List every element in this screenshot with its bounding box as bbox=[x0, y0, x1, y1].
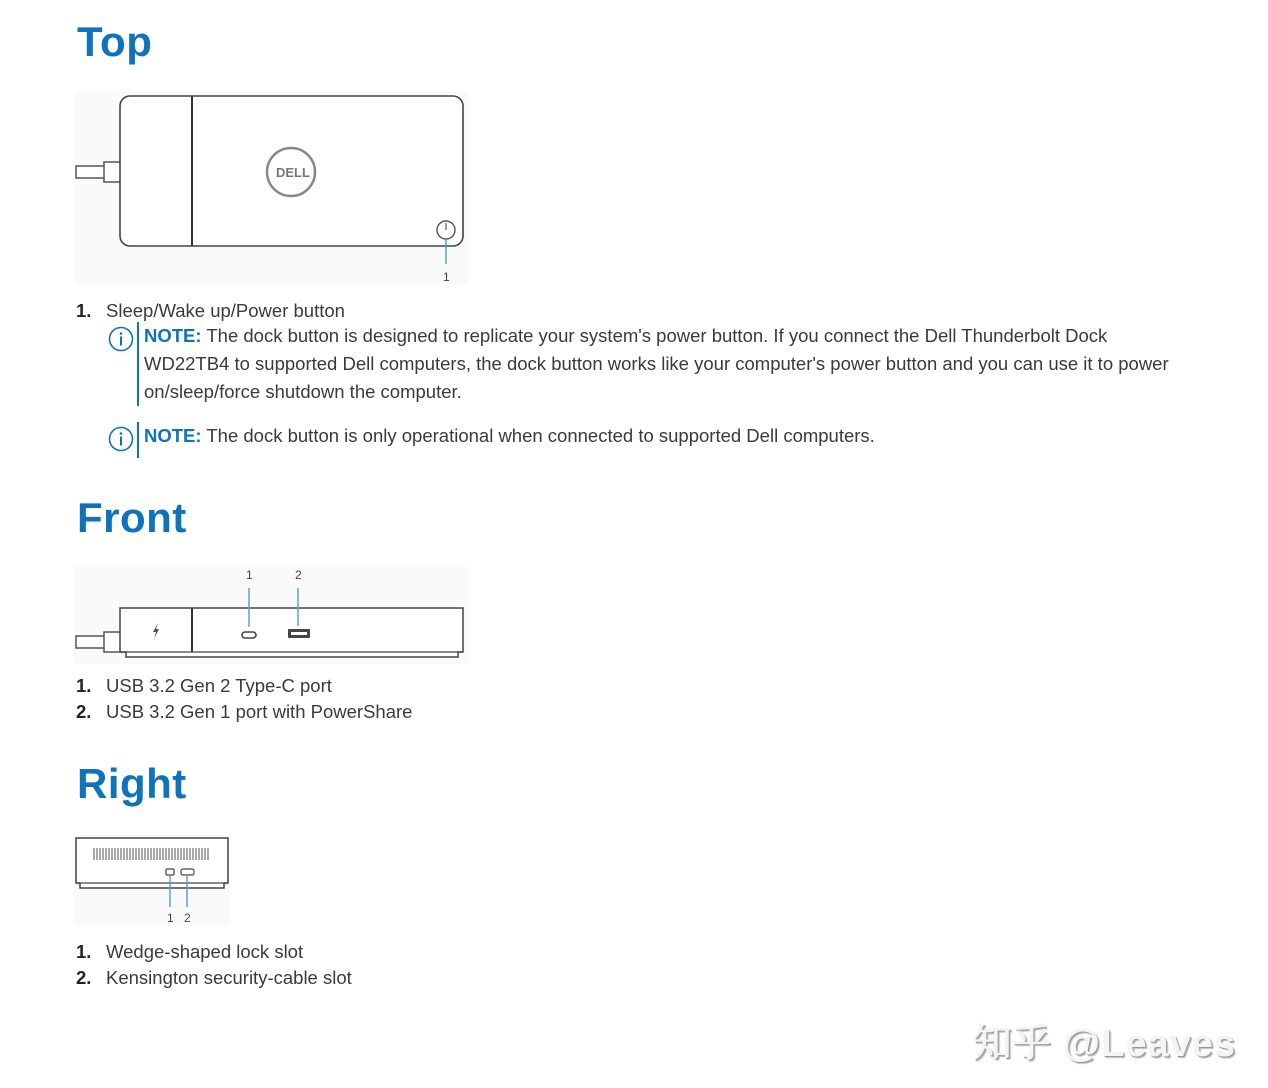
front-items-list bbox=[76, 673, 412, 725]
note-text: The dock button is designed to replicate your system's power button. If you connect the Dell Thunderbolt Dock WD22TB4 to supported Dell computers, the dock button works like your computer's power button and you can use it to power on/sleep/force shutdown the computer. bbox=[144, 325, 1169, 402]
dock-right-illustration bbox=[74, 834, 230, 926]
callout-2: 2 bbox=[184, 911, 191, 925]
dock-top-illustration bbox=[74, 92, 468, 284]
dell-logo: DELL bbox=[276, 165, 310, 180]
list-item: 1. Sleep/Wake up/Power button bbox=[76, 300, 345, 321]
heading-right: Right bbox=[77, 760, 187, 807]
dock-front-illustration bbox=[74, 566, 468, 664]
info-icon bbox=[108, 326, 134, 352]
callout-1: 1 bbox=[443, 270, 450, 284]
note-text: The dock button is only operational when connected to supported Dell computers. bbox=[201, 425, 875, 446]
top-items-list bbox=[76, 298, 345, 324]
figure-top-view bbox=[74, 92, 468, 284]
figure-front-view bbox=[74, 566, 468, 664]
list-item: 1. Wedge-shaped lock slot bbox=[76, 941, 304, 962]
figure-right-view bbox=[74, 834, 230, 926]
watermark: 知乎 @Leaves bbox=[973, 1023, 1236, 1065]
note-bar bbox=[137, 322, 139, 406]
callout-2: 2 bbox=[295, 568, 302, 582]
note-bar bbox=[137, 422, 139, 458]
note-label: NOTE: bbox=[144, 325, 202, 346]
callout-1: 1 bbox=[167, 911, 174, 925]
list-item: 2. USB 3.2 Gen 1 port with PowerShare bbox=[76, 701, 413, 722]
note-operational bbox=[108, 422, 1188, 458]
note-label: NOTE: bbox=[144, 425, 202, 446]
callout-1: 1 bbox=[246, 568, 253, 582]
right-items-list bbox=[76, 939, 352, 991]
list-item: 2. Kensington security-cable slot bbox=[76, 967, 352, 988]
heading-front: Front bbox=[77, 494, 187, 541]
info-icon bbox=[108, 426, 134, 452]
list-item: 1. USB 3.2 Gen 2 Type-C port bbox=[76, 675, 332, 696]
heading-top: Top bbox=[77, 18, 153, 65]
note-power-button bbox=[108, 322, 1188, 406]
